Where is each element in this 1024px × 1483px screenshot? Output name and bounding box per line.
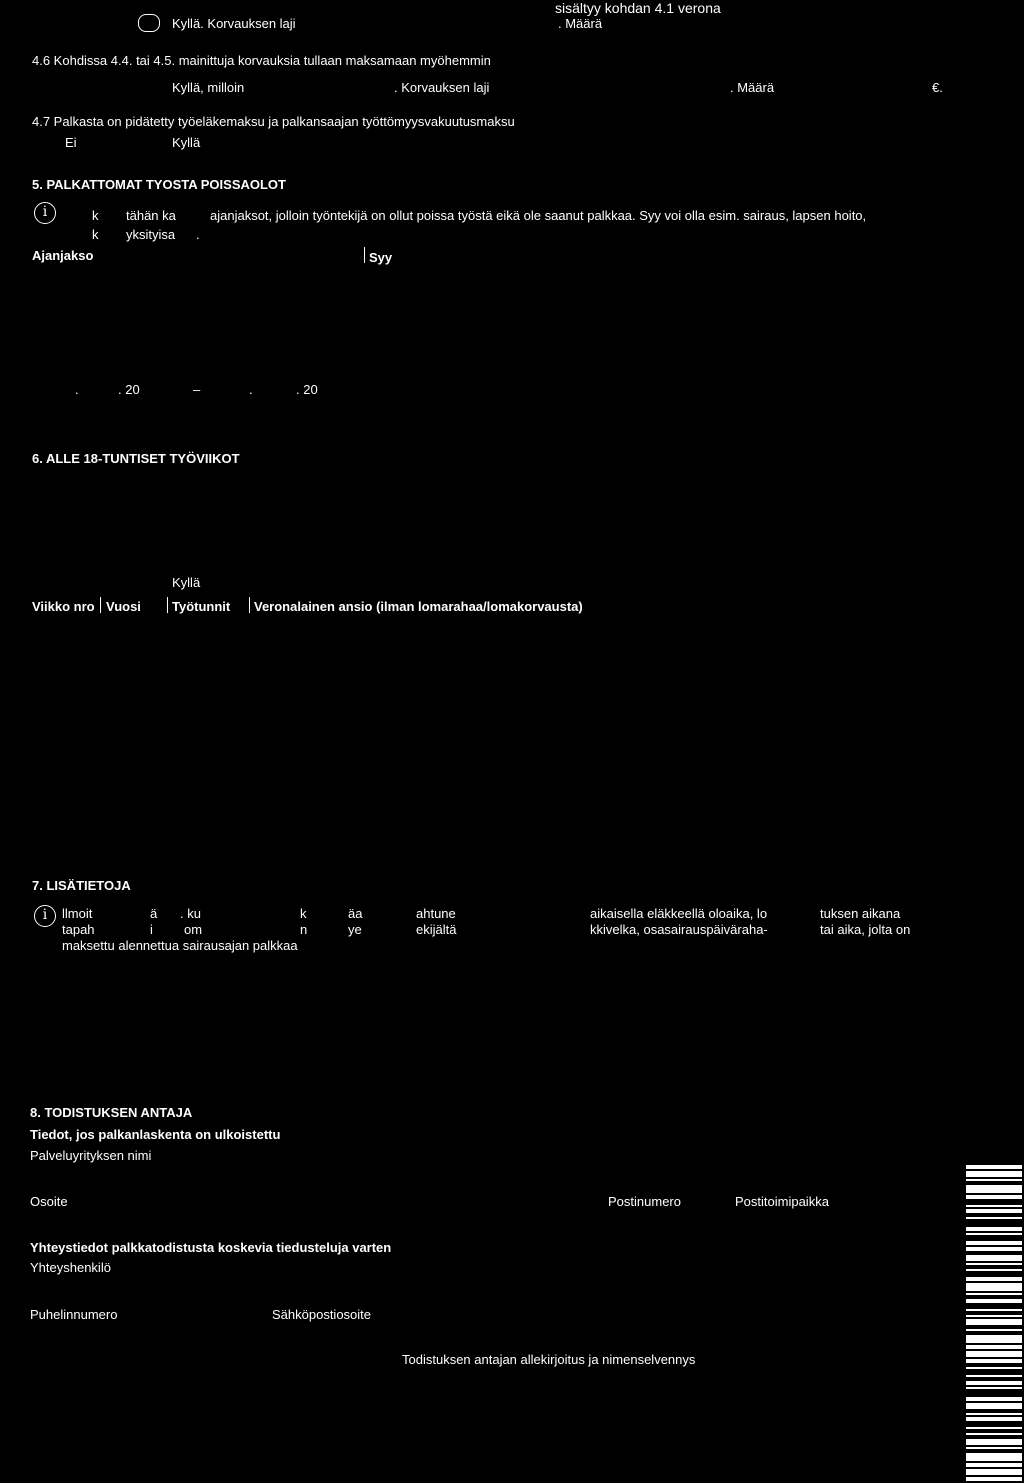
barcode-stripe: [966, 1309, 1022, 1311]
contact-person-label: Yhteyshenkilö: [30, 1260, 111, 1275]
section7-info: kkivelka, osasairauspäiväraha-: [590, 922, 768, 937]
barcode-stripe: [966, 1209, 1022, 1213]
info-icon: i: [34, 905, 56, 927]
email-label: Sähköpostiosoite: [272, 1307, 372, 1322]
barcode-stripe: [966, 1403, 1022, 1409]
barcode-stripe: [966, 1397, 1022, 1401]
column-divider: [100, 597, 101, 613]
section7-info: llmoit: [62, 906, 93, 921]
column-divider: [364, 247, 365, 263]
info-icon: i: [34, 202, 56, 224]
barcode-stripe: [966, 1413, 1022, 1415]
barcode-stripe: [966, 1367, 1022, 1369]
item47-question: 4.7 Palkasta on pidätetty työeläkemaksu ja palkansaajan työttömyysvakuutusmaksu: [32, 114, 515, 129]
reason-column-header: Syy: [369, 250, 393, 265]
signature-label: Todistuksen antajan allekirjoitus ja nimenselvennys: [402, 1352, 696, 1367]
barcode-stripe: [966, 1427, 1022, 1429]
section5-info: k: [92, 227, 99, 242]
barcode-stripe: [966, 1315, 1022, 1317]
section5-info: tähän ka: [126, 208, 176, 223]
barcode-stripe: [966, 1469, 1022, 1475]
provider-name-label: Palveluyrityksen nimi: [30, 1148, 152, 1163]
date-field: .: [75, 382, 79, 397]
week-column-header: Viikko nro: [32, 599, 95, 614]
section7-info: n: [300, 922, 308, 937]
section7-info: aikaisella eläkkeellä oloaika, lo: [590, 906, 768, 921]
section6-yes[interactable]: Kyllä: [172, 575, 201, 590]
euro-sign: €.: [932, 80, 943, 95]
item46-option: Kyllä, milloin: [172, 80, 245, 95]
barcode-stripe: [966, 1227, 1022, 1231]
barcode-stripe: [966, 1299, 1022, 1303]
column-divider: [249, 597, 250, 613]
income-column-header: Veronalainen ansio (ilman lomarahaa/lomakorvausta): [254, 599, 583, 614]
section7-info: . ku: [180, 906, 201, 921]
item46-question: 4.6 Kohdissa 4.4. tai 4.5. mainittuja korvauksia tullaan maksamaan myöhemmin: [32, 53, 491, 68]
date-field: . 20: [296, 382, 318, 397]
barcode-stripe: [966, 1293, 1022, 1295]
year-column-header: Vuosi: [106, 599, 141, 614]
barcode-stripe: [966, 1359, 1022, 1363]
barcode-stripe: [966, 1241, 1022, 1245]
barcode-stripe: [966, 1381, 1022, 1385]
outsourced-heading: Tiedot, jos palkanlaskenta on ulkoistettu: [30, 1127, 281, 1142]
section7-info: tuksen aikana: [820, 906, 901, 921]
item47-yes[interactable]: Kyllä: [172, 135, 201, 150]
barcode-stripe: [966, 1329, 1022, 1331]
barcode-stripe: [966, 1205, 1022, 1207]
barcode-stripe: [966, 1269, 1022, 1271]
section5-info: .: [196, 227, 200, 242]
barcode-stripe: [966, 1277, 1022, 1281]
section7-info: ye: [348, 922, 362, 937]
item45-note: sisältyy kohdan 4.1 verona: [555, 0, 721, 16]
phone-label: Puhelinnumero: [30, 1307, 118, 1322]
item46-amount-label: . Määrä: [730, 80, 775, 95]
barcode-stripe: [966, 1185, 1022, 1193]
hours-column-header: Työtunnit: [172, 599, 231, 614]
section7-info: tai aika, jolta on: [820, 922, 911, 937]
barcode-stripe: [966, 1283, 1022, 1291]
barcode-stripe: [966, 1447, 1022, 1449]
section5-info: yksityisa: [126, 227, 176, 242]
barcode-stripe: [966, 1387, 1022, 1389]
city-label: Postitoimipaikka: [735, 1194, 829, 1209]
section7-info: äa: [348, 906, 363, 921]
barcode-stripe: [966, 1417, 1022, 1421]
item45-option: Kyllä. Korvauksen laji: [172, 16, 296, 31]
barcode-stripe: [966, 1179, 1022, 1181]
barcode-stripe: [966, 1335, 1022, 1343]
barcode-stripe: [966, 1247, 1022, 1251]
section7-info: om: [184, 922, 203, 937]
period-column-header: Ajanjakso: [32, 248, 94, 263]
section7-info: ahtune: [416, 906, 456, 921]
postcode-label: Postinumero: [608, 1194, 681, 1209]
barcode-stripe: [966, 1217, 1022, 1219]
address-label: Osoite: [30, 1194, 68, 1209]
item47-no[interactable]: Ei: [65, 135, 77, 150]
section7-info: ekijältä: [416, 922, 457, 937]
barcode-stripe: [966, 1255, 1022, 1261]
date-separator: –: [193, 382, 201, 397]
barcode-icon: [966, 1165, 1022, 1483]
section7-title: 7. LISÄTIETOJA: [32, 878, 131, 893]
section7-info: maksettu alennettua sairausajan palkkaa: [62, 938, 298, 953]
contact-heading: Yhteystiedot palkkatodistusta koskevia tiedusteluja varten: [30, 1240, 392, 1255]
barcode-stripe: [966, 1233, 1022, 1235]
checkbox-icon[interactable]: [138, 14, 160, 32]
section7-info: tapah: [62, 922, 95, 937]
section5-info: ajanjaksot, jolloin työntekijä on ollut poissa työstä eikä ole saanut palkkaa. Syy voi olla esim. sairaus, lapsen hoito,: [210, 208, 867, 223]
barcode-stripe: [966, 1439, 1022, 1445]
item45-amount-label: . Määrä: [558, 16, 603, 31]
barcode-stripe: [966, 1165, 1022, 1169]
barcode-stripe: [966, 1345, 1022, 1349]
section7-info: ä: [150, 906, 158, 921]
barcode-stripe: [966, 1477, 1022, 1481]
barcode-stripe: [966, 1453, 1022, 1461]
date-field: .: [249, 382, 253, 397]
section5-title: 5. PALKATTOMAT TYOSTA POISSAOLOT: [32, 177, 286, 192]
barcode-stripe: [966, 1319, 1022, 1325]
barcode-stripe: [966, 1433, 1022, 1435]
column-divider: [167, 597, 168, 613]
barcode-stripe: [966, 1463, 1022, 1467]
date-field: . 20: [118, 382, 140, 397]
item46-type-label: . Korvauksen laji: [394, 80, 490, 95]
barcode-stripe: [966, 1171, 1022, 1177]
section7-info: i: [150, 922, 153, 937]
section5-info: k: [92, 208, 99, 223]
barcode-stripe: [966, 1263, 1022, 1265]
barcode-stripe: [966, 1351, 1022, 1357]
barcode-stripe: [966, 1195, 1022, 1199]
section8-title: 8. TODISTUKSEN ANTAJA: [30, 1105, 193, 1120]
section7-info: k: [300, 906, 307, 921]
barcode-stripe: [966, 1375, 1022, 1377]
section6-title: 6. ALLE 18-TUNTISET TYÖVIIKOT: [32, 451, 240, 466]
